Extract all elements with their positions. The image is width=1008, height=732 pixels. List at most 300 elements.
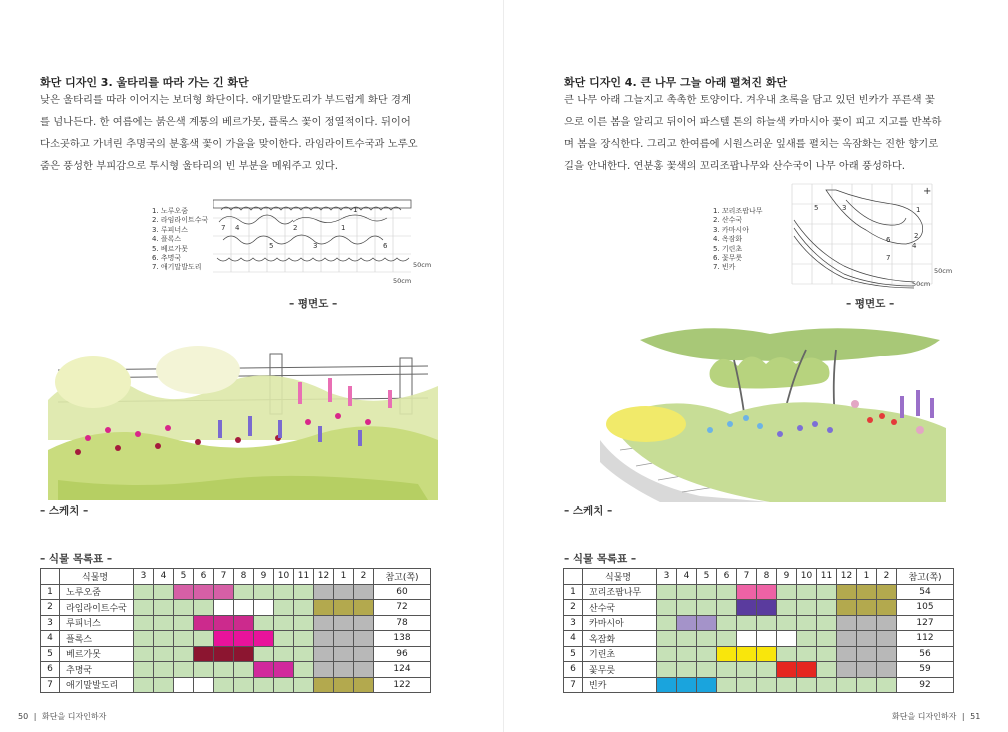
month-cell [254, 631, 274, 647]
paragraph-line: 으로 이른 봄을 알리고 뒤이어 파스텔 톤의 하늘색 카마시아 꽃이 피고 지고를 반복하 [564, 116, 942, 128]
month-cell [134, 646, 154, 662]
header-no [564, 569, 583, 585]
month-cell [314, 677, 334, 693]
month-cell [334, 646, 354, 662]
header-month: 5 [174, 569, 194, 585]
month-cell [657, 600, 677, 616]
legend-item: 6. 꽃무릇 [713, 254, 743, 263]
plant-name: 애기말발도리 [60, 677, 134, 693]
table-row [564, 600, 954, 616]
month-cell [777, 584, 797, 600]
month-cell [194, 600, 214, 616]
legend-item: 6. 추명국 [152, 254, 182, 263]
legend-item: 1. 꼬리조팝나무 [713, 207, 763, 215]
paragraph-line: 를 넘나든다. 한 여름에는 붉은색 계통의 베르가못, 플록스 꽃이 정열적이다. 뒤이어 [40, 116, 411, 128]
header-month: 8 [757, 569, 777, 585]
plant-name: 추명국 [60, 662, 134, 678]
month-cell [757, 646, 777, 662]
month-cell [737, 631, 757, 647]
month-cell [657, 677, 677, 693]
plant-name: 루피너스 [60, 615, 134, 631]
month-cell [757, 600, 777, 616]
svg-text:1: 1 [341, 224, 346, 232]
header-month: 2 [354, 569, 374, 585]
month-cell [154, 584, 174, 600]
legend-item: 1. 노루오줌 [152, 207, 188, 215]
month-cell [877, 615, 897, 631]
month-cell [314, 584, 334, 600]
month-cell [677, 615, 697, 631]
legend-item: 2. 산수국 [713, 216, 743, 225]
plant-schedule-table [563, 568, 954, 693]
month-cell [857, 646, 877, 662]
row-number: 3 [41, 615, 60, 631]
month-cell [154, 615, 174, 631]
svg-text:3: 3 [842, 204, 847, 212]
month-cell [877, 631, 897, 647]
month-cell [717, 584, 737, 600]
sketch-caption: – 스케치 – [564, 505, 613, 517]
table-row [41, 584, 431, 600]
month-cell [697, 600, 717, 616]
plan-dim-label: 50cm [934, 267, 953, 275]
paragraph-line: 낮은 울타리를 따라 이어지는 보더형 화단이다. 애기말발도리가 부드럽게 화단 경계 [40, 94, 411, 106]
plant-name: 꼬리조팝나무 [583, 584, 657, 600]
header-month: 11 [294, 569, 314, 585]
row-number: 6 [41, 662, 60, 678]
plant-schedule-table [40, 568, 431, 693]
plan-legend [152, 207, 208, 273]
right-page [504, 0, 1008, 732]
month-cell [877, 646, 897, 662]
month-cell [777, 646, 797, 662]
paragraph-line: 길을 안내한다. 연분홍 꽃색의 꼬리조팝나무와 산수국이 나무 아래 풍성하다. [564, 160, 906, 172]
header-month: 9 [777, 569, 797, 585]
month-cell [737, 600, 757, 616]
plan-drawing [786, 180, 966, 290]
row-number: 7 [564, 677, 583, 693]
header-month: 2 [877, 569, 897, 585]
month-cell [837, 615, 857, 631]
reference-page: 92 [897, 677, 954, 693]
row-number: 4 [41, 631, 60, 647]
svg-text:6: 6 [886, 236, 891, 244]
month-cell [817, 662, 837, 678]
month-cell [737, 677, 757, 693]
header-month: 10 [274, 569, 294, 585]
svg-text:2: 2 [914, 232, 919, 240]
month-cell [194, 646, 214, 662]
svg-text:7: 7 [221, 224, 226, 232]
month-cell [214, 584, 234, 600]
month-cell [877, 677, 897, 693]
month-cell [657, 584, 677, 600]
month-cell [334, 631, 354, 647]
month-cell [677, 662, 697, 678]
month-cell [214, 631, 234, 647]
page-number: 50 [18, 712, 29, 721]
month-cell [837, 677, 857, 693]
month-cell [677, 677, 697, 693]
month-cell [194, 677, 214, 693]
reference-page: 59 [897, 662, 954, 678]
header-month: 12 [314, 569, 334, 585]
month-cell [254, 646, 274, 662]
month-cell [757, 615, 777, 631]
month-cell [214, 615, 234, 631]
header-month: 5 [697, 569, 717, 585]
table-row [41, 662, 431, 678]
month-cell [817, 600, 837, 616]
table-row [564, 662, 954, 678]
table-row [564, 615, 954, 631]
month-cell [837, 646, 857, 662]
book-title: 화단을 디자인하자 [892, 712, 957, 721]
month-cell [234, 631, 254, 647]
month-cell [657, 662, 677, 678]
month-cell [677, 584, 697, 600]
month-cell [234, 646, 254, 662]
month-cell [194, 615, 214, 631]
month-cell [777, 615, 797, 631]
row-number: 6 [564, 662, 583, 678]
paragraph-line: 며 봄을 장식한다. 그리고 한여름에 시원스러운 잎새를 펼치는 옥잠화는 진한 향기로 [564, 138, 939, 150]
month-cell [234, 584, 254, 600]
month-cell [677, 631, 697, 647]
month-cell [697, 584, 717, 600]
month-cell [717, 600, 737, 616]
month-cell [354, 600, 374, 616]
page-heading: 화단 디자인 3. 울타리를 따라 가는 긴 화단 [40, 76, 249, 89]
row-number: 4 [564, 631, 583, 647]
month-cell [294, 584, 314, 600]
month-cell [797, 584, 817, 600]
legend-item: 5. 베르가못 [152, 244, 188, 253]
month-cell [354, 646, 374, 662]
table-row [41, 646, 431, 662]
month-cell [274, 600, 294, 616]
month-cell [837, 631, 857, 647]
month-cell [154, 662, 174, 678]
header-month: 6 [717, 569, 737, 585]
page-footer: 50 | 화단을 디자인하자 [18, 712, 107, 721]
row-number: 3 [564, 615, 583, 631]
month-cell [677, 600, 697, 616]
month-cell [134, 584, 154, 600]
shade-garden-sketch [600, 320, 946, 502]
month-cell [274, 646, 294, 662]
month-cell [697, 646, 717, 662]
month-cell [817, 677, 837, 693]
svg-text:4: 4 [235, 224, 240, 232]
month-cell [697, 631, 717, 647]
body-paragraph [564, 89, 964, 177]
month-cell [777, 662, 797, 678]
month-cell [877, 600, 897, 616]
reference-page: 124 [374, 662, 431, 678]
plan-caption: – 평면도 – [846, 298, 895, 310]
month-cell [777, 600, 797, 616]
header-month: 4 [154, 569, 174, 585]
table-header-row [564, 569, 954, 585]
table-header-row [41, 569, 431, 585]
reference-page: 122 [374, 677, 431, 693]
reference-page: 96 [374, 646, 431, 662]
month-cell [737, 615, 757, 631]
header-month: 1 [334, 569, 354, 585]
legend-item: 5. 기린초 [713, 244, 743, 253]
month-cell [837, 662, 857, 678]
month-cell [757, 662, 777, 678]
legend-item: 2. 라임라이트수국 [152, 216, 209, 225]
plant-name: 베르가못 [60, 646, 134, 662]
table-row [41, 677, 431, 693]
header-no [41, 569, 60, 585]
month-cell [194, 631, 214, 647]
month-cell [857, 584, 877, 600]
plan-caption: – 평면도 – [289, 298, 338, 310]
month-cell [817, 584, 837, 600]
reference-page: 54 [897, 584, 954, 600]
page-heading: 화단 디자인 4. 큰 나무 그늘 아래 펼쳐진 화단 [564, 76, 788, 89]
month-cell [214, 662, 234, 678]
month-cell [134, 677, 154, 693]
month-cell [154, 600, 174, 616]
header-month: 11 [817, 569, 837, 585]
month-cell [334, 677, 354, 693]
header-month: 7 [214, 569, 234, 585]
plant-name: 산수국 [583, 600, 657, 616]
row-number: 1 [564, 584, 583, 600]
svg-text:1: 1 [916, 206, 921, 214]
table-row [41, 600, 431, 616]
month-cell [817, 646, 837, 662]
month-cell [857, 662, 877, 678]
reference-page: 105 [897, 600, 954, 616]
month-cell [194, 584, 214, 600]
month-cell [797, 662, 817, 678]
row-number: 5 [564, 646, 583, 662]
month-cell [274, 677, 294, 693]
month-cell [837, 600, 857, 616]
month-cell [234, 615, 254, 631]
table-row [564, 677, 954, 693]
header-month: 4 [677, 569, 697, 585]
month-cell [314, 662, 334, 678]
month-cell [877, 584, 897, 600]
body-paragraph [40, 89, 460, 177]
month-cell [737, 646, 757, 662]
fence-border-sketch [48, 330, 438, 500]
row-number: 2 [41, 600, 60, 616]
month-cell [174, 584, 194, 600]
plant-name: 꽃무릇 [583, 662, 657, 678]
legend-item: 7. 애기말발도리 [152, 263, 202, 272]
month-cell [134, 631, 154, 647]
month-cell [737, 584, 757, 600]
reference-page: 60 [374, 584, 431, 600]
month-cell [314, 631, 334, 647]
month-cell [777, 631, 797, 647]
month-cell [717, 662, 737, 678]
month-cell [777, 677, 797, 693]
reference-page: 78 [374, 615, 431, 631]
header-month: 3 [657, 569, 677, 585]
header-month: 1 [857, 569, 877, 585]
month-cell [857, 600, 877, 616]
header-plant-name: 식물명 [60, 569, 134, 585]
row-number: 1 [41, 584, 60, 600]
page-number: 51 [970, 712, 981, 721]
month-cell [657, 615, 677, 631]
month-cell [797, 615, 817, 631]
month-cell [354, 662, 374, 678]
table-caption: – 식물 목록표 – [40, 553, 113, 565]
month-cell [757, 584, 777, 600]
header-month: 8 [234, 569, 254, 585]
svg-text:5: 5 [814, 204, 819, 212]
reference-page: 127 [897, 615, 954, 631]
month-cell [797, 646, 817, 662]
month-cell [837, 584, 857, 600]
reference-page: 112 [897, 631, 954, 647]
plant-name: 옥잠화 [583, 631, 657, 647]
plant-name: 빈카 [583, 677, 657, 693]
month-cell [274, 615, 294, 631]
svg-text:+: + [923, 186, 932, 197]
header-month: 7 [737, 569, 757, 585]
row-number: 5 [41, 646, 60, 662]
month-cell [294, 677, 314, 693]
month-cell [254, 662, 274, 678]
month-cell [254, 615, 274, 631]
svg-text:5: 5 [269, 242, 274, 250]
month-cell [174, 646, 194, 662]
month-cell [274, 584, 294, 600]
month-cell [797, 631, 817, 647]
month-cell [797, 600, 817, 616]
plant-name: 라임라이트수국 [60, 600, 134, 616]
row-number: 2 [564, 600, 583, 616]
svg-text:6: 6 [383, 242, 388, 250]
month-cell [717, 631, 737, 647]
month-cell [334, 615, 354, 631]
table-row [564, 584, 954, 600]
row-number: 7 [41, 677, 60, 693]
month-cell [697, 677, 717, 693]
plan-dim-label: 50cm [393, 277, 412, 285]
reference-page: 138 [374, 631, 431, 647]
paragraph-line: 다소곳하고 가녀린 추명국의 분홍색 꽃이 가을을 맞이한다. 라임라이트수국과 노루오 [40, 138, 418, 150]
paragraph-line: 큰 나무 아래 그늘지고 촉촉한 토양이다. 겨우내 초록을 담고 있던 빈카가 푸른색 꽃 [564, 94, 935, 106]
header-month: 9 [254, 569, 274, 585]
month-cell [234, 677, 254, 693]
plant-name: 기린초 [583, 646, 657, 662]
header-month: 10 [797, 569, 817, 585]
header-reference-page: 참고(쪽) [374, 569, 431, 585]
month-cell [234, 600, 254, 616]
month-cell [294, 662, 314, 678]
month-cell [797, 677, 817, 693]
table-row [41, 615, 431, 631]
month-cell [717, 615, 737, 631]
month-cell [697, 615, 717, 631]
month-cell [214, 646, 234, 662]
month-cell [274, 662, 294, 678]
month-cell [697, 662, 717, 678]
page-footer: 화단을 디자인하자 | 51 [892, 712, 981, 721]
month-cell [354, 584, 374, 600]
month-cell [294, 615, 314, 631]
plan-legend [713, 207, 762, 273]
month-cell [254, 584, 274, 600]
month-cell [134, 662, 154, 678]
header-month: 12 [837, 569, 857, 585]
header-month: 6 [194, 569, 214, 585]
month-cell [334, 584, 354, 600]
legend-item: 3. 카마시아 [713, 225, 749, 234]
month-cell [757, 677, 777, 693]
table-row [564, 646, 954, 662]
svg-text:2: 2 [293, 224, 298, 232]
month-cell [134, 600, 154, 616]
month-cell [314, 646, 334, 662]
month-cell [737, 662, 757, 678]
plan-dim-label: 50cm [413, 261, 432, 269]
reference-page: 72 [374, 600, 431, 616]
month-cell [334, 662, 354, 678]
month-cell [254, 677, 274, 693]
svg-text:4: 4 [912, 242, 917, 250]
month-cell [154, 646, 174, 662]
month-cell [154, 677, 174, 693]
month-cell [254, 600, 274, 616]
month-cell [174, 677, 194, 693]
month-cell [314, 600, 334, 616]
header-plant-name: 식물명 [583, 569, 657, 585]
header-month: 3 [134, 569, 154, 585]
month-cell [354, 615, 374, 631]
plant-name: 플록스 [60, 631, 134, 647]
legend-item: 4. 옥잠화 [713, 235, 743, 244]
month-cell [354, 677, 374, 693]
svg-text:7: 7 [886, 254, 891, 262]
month-cell [857, 615, 877, 631]
month-cell [214, 600, 234, 616]
table-caption: – 식물 목록표 – [564, 553, 637, 565]
month-cell [717, 646, 737, 662]
month-cell [294, 646, 314, 662]
month-cell [174, 600, 194, 616]
header-reference-page: 참고(쪽) [897, 569, 954, 585]
month-cell [294, 631, 314, 647]
month-cell [314, 615, 334, 631]
month-cell [677, 646, 697, 662]
month-cell [657, 646, 677, 662]
book-title: 화단을 디자인하자 [41, 712, 107, 721]
paragraph-line: 줌은 풍성한 부피감으로 투시형 울타리의 빈 부분을 메워주고 있다. [40, 160, 339, 172]
svg-text:3: 3 [313, 242, 318, 250]
month-cell [757, 631, 777, 647]
legend-item: 4. 플록스 [152, 235, 182, 244]
month-cell [234, 662, 254, 678]
plan-drawing [213, 192, 443, 287]
month-cell [857, 677, 877, 693]
month-cell [194, 662, 214, 678]
table-row [41, 631, 431, 647]
month-cell [214, 677, 234, 693]
month-cell [134, 615, 154, 631]
